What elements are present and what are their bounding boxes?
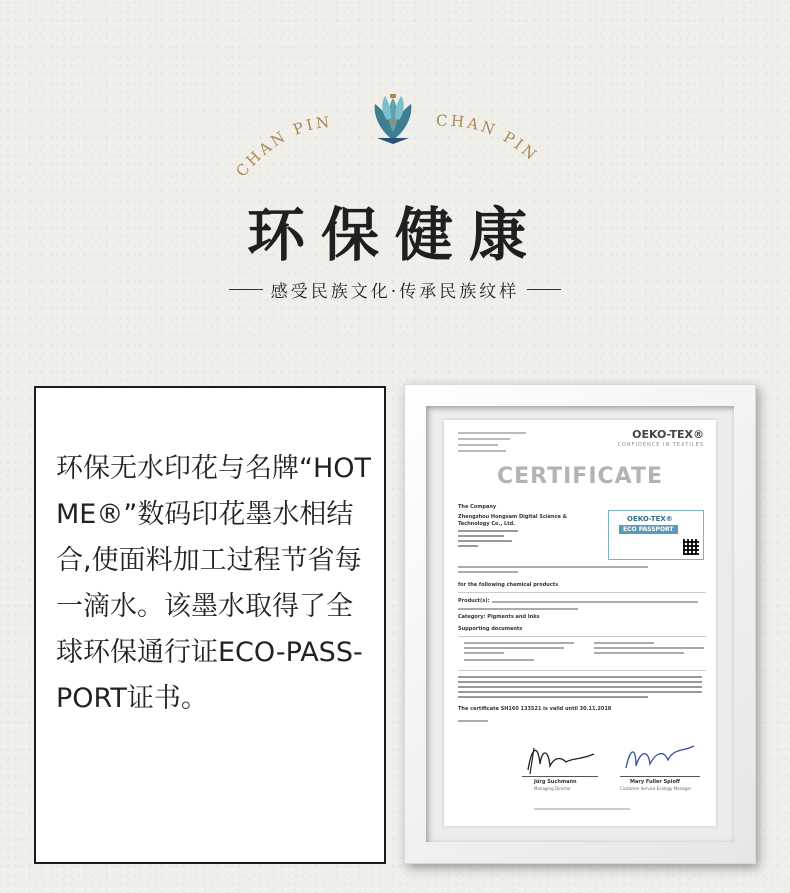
- arc-text-left: CHAN PIN: [232, 112, 333, 181]
- signature-right-icon: [620, 738, 700, 778]
- cert-validity: The certificate SH160 133521 is valid until 30.11.2018: [458, 706, 612, 712]
- signature-line-right: [620, 776, 700, 777]
- cert-products-lines: [492, 601, 698, 607]
- certificate-mat: [426, 406, 734, 842]
- passport-brand: OEKO-TEX®: [627, 515, 673, 523]
- signature-line-left: [522, 776, 598, 777]
- signature-left-icon: [520, 740, 600, 780]
- description-panel: [34, 386, 386, 864]
- cert-company-label: The Company: [458, 504, 497, 510]
- cert-supporting-lines-right: [594, 642, 704, 654]
- passport-label: ECO PASSPORT: [619, 525, 678, 534]
- cert-divider-1: [458, 592, 706, 593]
- lotus-icon: [375, 94, 412, 144]
- arc-text-right: CHAN PIN: [435, 111, 542, 166]
- certificate-frame: [404, 384, 756, 864]
- subtitle-dash-right: [527, 289, 561, 290]
- subtitle-dash-left: [229, 289, 263, 290]
- eco-passport-badge: [608, 510, 704, 560]
- cert-brand: OEKO-TEX®: [632, 428, 704, 441]
- page-title: 环保健康: [246, 201, 543, 269]
- certificate-document: [444, 420, 716, 826]
- subtitle-row: [0, 277, 790, 302]
- cert-divider-2: [458, 636, 706, 637]
- signer-right-title: Customer Service Ecology Manager: [620, 786, 692, 791]
- cert-address-lines: [458, 432, 528, 452]
- cert-footer-line: [534, 808, 630, 810]
- cert-section-label: for the following chemical products: [458, 582, 559, 588]
- header-arc-svg: [0, 0, 790, 200]
- cert-category: Category: Pigments and Inks: [458, 614, 540, 620]
- qr-code-icon: [683, 539, 699, 555]
- cert-divider-3: [458, 670, 706, 671]
- page-subtitle: 感受民族文化·传承民族纹样: [270, 282, 520, 302]
- signer-left-name: Jürg Suchmann: [534, 779, 577, 785]
- cert-address-block: [458, 530, 548, 547]
- cert-brand-sub: CONFIDENCE IN TEXTILES: [617, 442, 704, 448]
- description-text: 环保无水印花与名牌“HOTME®”数码印花墨水相结合,使面料加工过程节省每一滴水。该墨水取得了全球环保通行证ECO-PASS-PORT证书。: [56, 453, 372, 714]
- cert-title: CERTIFICATE: [496, 464, 664, 489]
- signer-left-title: Managing Director: [534, 786, 571, 791]
- cert-company-name: Zhengzhou Hongsam Digital Science & Technology Co., Ltd.: [458, 514, 568, 527]
- signer-right-name: Mary Fuller Spioff: [630, 779, 680, 785]
- cert-granted-lines: [458, 566, 648, 573]
- cert-products-lines-2: [458, 608, 578, 610]
- cert-supporting-label: Supporting documents: [458, 626, 523, 632]
- cert-date-line: [458, 720, 488, 722]
- cert-products-label: Product(s):: [458, 598, 490, 604]
- cert-supporting-lines-left: [464, 642, 574, 661]
- cert-statement-lines: [458, 676, 702, 698]
